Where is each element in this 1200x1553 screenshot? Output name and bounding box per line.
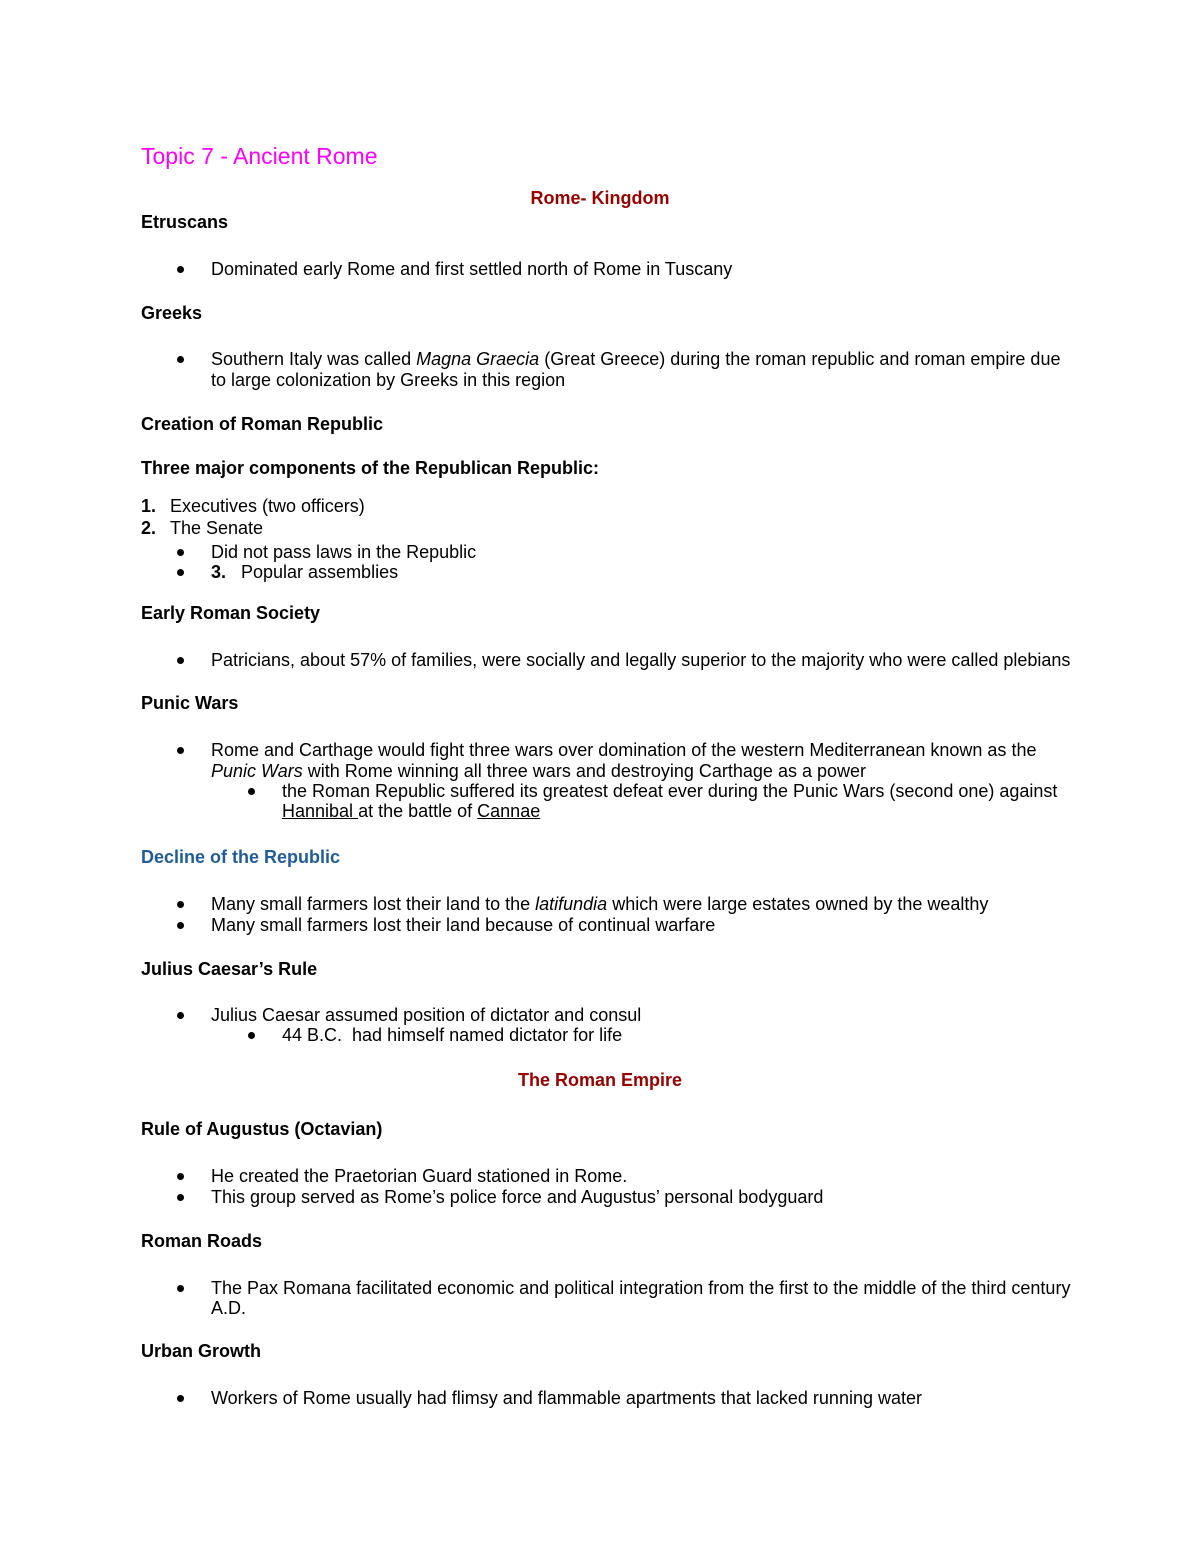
list-item: Patricians, about 57% of families, were socially and legally superior to the majority who were called plebians: [211, 650, 1071, 670]
list-item-text: Southern Italy was called: [211, 349, 417, 369]
emphasis-text: latifundia: [535, 894, 608, 914]
roads-heading: Roman Roads: [141, 1231, 263, 1251]
bullet-icon: [177, 1285, 184, 1292]
list-item: The Pax Romana facilitated economic and political integration from the first to the middle of the third century: [211, 1278, 1071, 1298]
list-item: Rome and Carthage would fight three wars over domination of the western Mediterranean known as the: [211, 740, 1037, 760]
society-heading: Early Roman Society: [141, 603, 321, 623]
bullet-icon: [177, 549, 184, 556]
list-number: 3.: [211, 562, 227, 582]
empire-heading: The Roman Empire: [517, 1070, 683, 1090]
list-item: Popular assemblies: [241, 562, 399, 582]
bullet-icon: [177, 1012, 184, 1019]
list-item-continuation: to large colonization by Greeks in this region: [211, 370, 566, 390]
list-item: Many small farmers lost their land because of continual warfare: [211, 915, 716, 935]
emphasis-text: Magna Graecia: [416, 349, 540, 369]
bullet-icon: [177, 1395, 184, 1402]
components-heading: Three major components of the Republican Republic:: [141, 458, 600, 478]
punic-heading: Punic Wars: [141, 693, 239, 713]
list-item: Dominated early Rome and first settled north of Rome in Tuscany: [211, 259, 733, 279]
bullet-icon: [177, 901, 184, 908]
hannibal-link[interactable]: Hannibal: [282, 801, 359, 821]
list-item-text: with Rome winning all three wars and destroying Carthage as a power: [302, 761, 866, 781]
list-item-continuation: A.D.: [211, 1298, 247, 1318]
bullet-icon: [177, 922, 184, 929]
list-item: Julius Caesar assumed position of dictator and consul: [211, 1005, 642, 1025]
bullet-icon: [248, 1032, 255, 1039]
augustus-heading: Rule of Augustus (Octavian): [141, 1119, 383, 1139]
urban-heading: Urban Growth: [141, 1341, 261, 1361]
list-item: [211, 894, 988, 914]
page-title: Topic 7 - Ancient Rome: [141, 143, 378, 169]
list-item-text: Many small farmers lost their land to the: [211, 894, 536, 914]
list-item: [211, 349, 1060, 369]
bullet-icon: [177, 657, 184, 664]
decline-heading: Decline of the Republic: [141, 847, 341, 867]
list-item: Did not pass laws in the Republic: [211, 542, 477, 562]
list-item: Workers of Rome usually had flimsy and flammable apartments that lacked running water: [211, 1388, 922, 1408]
republic-heading: Creation of Roman Republic: [141, 414, 384, 434]
bullet-icon: [177, 569, 184, 576]
list-item: He created the Praetorian Guard stationed in Rome.: [211, 1166, 628, 1186]
greeks-heading: Greeks: [141, 303, 203, 323]
list-item-continuation: [282, 801, 540, 821]
list-item-text: (Great Greece) during the roman republic and roman empire due: [539, 349, 1061, 369]
emphasis-text: Punic Wars: [211, 761, 303, 781]
list-item-continuation: [211, 761, 866, 781]
list-item: The Senate: [170, 518, 264, 538]
list-item-text: which were large estates owned by the wealthy: [607, 894, 989, 914]
etruscans-heading: Etruscans: [141, 212, 229, 232]
list-number: 1.: [141, 496, 157, 516]
caesar-heading: Julius Caesar’s Rule: [141, 959, 318, 979]
bullet-icon: [177, 266, 184, 273]
list-number: 2.: [141, 518, 157, 538]
bullet-icon: [177, 747, 184, 754]
bullet-icon: [177, 1173, 184, 1180]
list-item: the Roman Republic suffered its greatest defeat ever during the Punic Wars (second one) against: [282, 781, 1058, 801]
list-item: 44 B.C. had himself named dictator for life: [282, 1025, 623, 1045]
bullet-icon: [177, 356, 184, 363]
cannae-link[interactable]: Cannae: [477, 801, 541, 821]
list-item: This group served as Rome’s police force and Augustus’ personal bodyguard: [211, 1187, 824, 1207]
list-item-text: at the battle of: [358, 801, 478, 821]
kingdom-heading: Rome- Kingdom: [530, 188, 670, 208]
list-item: Executives (two officers): [170, 496, 365, 516]
bullet-icon: [177, 1194, 184, 1201]
bullet-icon: [248, 788, 255, 795]
